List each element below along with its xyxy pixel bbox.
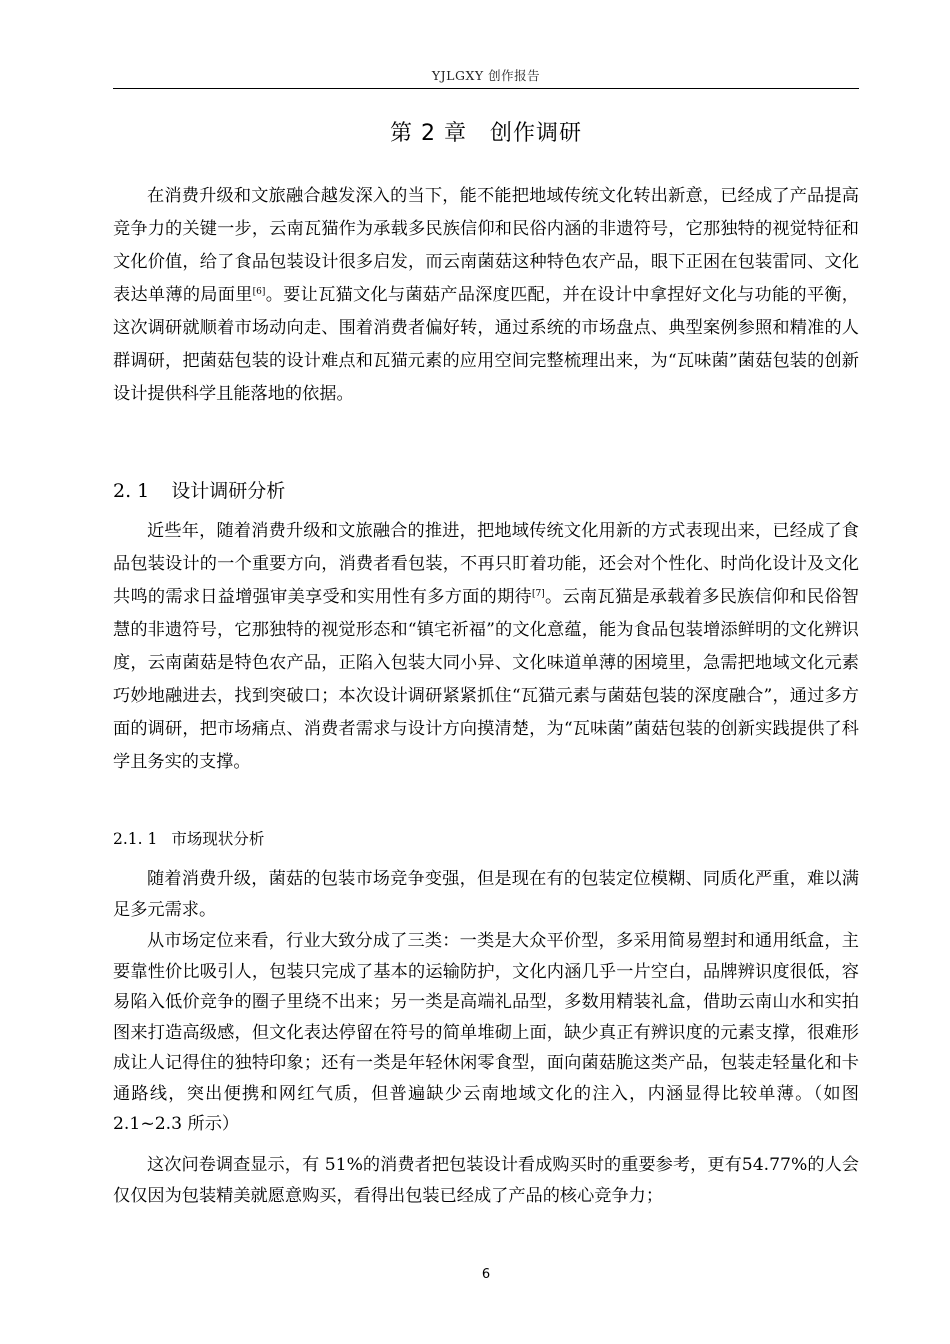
section-heading xyxy=(113,476,285,503)
subsection-number: 2.1. 1 xyxy=(113,830,158,848)
body-paragraph: 随着消费升级，菌菇的包装市场竞争变强，但是现在有的包装定位模糊、同质化严重，难以满足多元需求。 xyxy=(113,869,859,920)
chapter-title: 第 2 章 创作调研 xyxy=(390,121,582,146)
section-number: 2. 1 xyxy=(113,480,150,502)
subsection-heading xyxy=(113,827,264,849)
running-header: YJLGXY 创作报告 xyxy=(431,68,541,83)
page-number: 6 xyxy=(481,1267,491,1282)
body-paragraph: 从市场定位来看，行业大致分成了三类：一类是大众平价型，多采用简易塑封和通用纸盒，主要靠性价比吸引人，包装只完成了基本的运输防护，文化内涵几乎一片空白，品牌辨识度很低，容易陷入低价竞争的圈子里绕不出来；另一类是高端礼品型，多数用精装礼盒，借助云南山水和实拍图来打造高级感，但文化表达停留在符号的简单堆砌上面，缺少真正有辨识度的元素支撑，很难形成让人记得住的独特印象；还有一类是年轻休闲零食型，面向菌菇脆这类产品，包装走轻量化和卡通路线，突出便携和网红气质，但普遍缺少云南地域文化的注入，内涵显得比较单薄。（如图 2.1~2.3 所示） xyxy=(113,931,859,1134)
body-paragraph: 这次问卷调查显示，有 51%的消费者把包装设计看成购买时的重要参考，更有54.77%的人会仅仅因为包装精美就愿意购买，看得出包装已经成了产品的核心竞争力； xyxy=(113,1155,859,1206)
intro-paragraph: 在消费升级和文旅融合越发深入的当下，能不能把地域传统文化转出新意，已经成了产品提高竞争力的关键一步，云南瓦猫作为承载多民族信仰和民俗内涵的非遗符号，它那独特的视觉特征和文化价值，给了食品包装设计很多启发，而云南菌菇这种特色农产品，眼下正困在包装雷同、文化表达单薄的局面里[6]。要让瓦猫文化与菌菇产品深度匹配，并在设计中拿捏好文化与功能的平衡，这次调研就顺着市场动向走、围着消费者偏好转，通过系统的市场盘点、典型案例参照和精准的人群调研，把菌菇包装的设计难点和瓦猫元素的应用空间完整梳理出来，为“瓦味菌”菌菇包装的创新设计提供科学且能落地的依据。 xyxy=(113,186,859,404)
citation-ref[interactable]: [6] xyxy=(252,287,266,297)
header-rule xyxy=(113,88,859,89)
section-paragraph: 近些年，随着消费升级和文旅融合的推进，把地域传统文化用新的方式表现出来，已经成了食品包装设计的一个重要方向，消费者看包装，不再只盯着功能，还会对个性化、时尚化设计及文化共鸣的需求日益增强审美享受和实用性有多方面的期待[7]。云南瓦猫是承载着多民族信仰和民俗智慧的非遗符号，它那独特的视觉形态和“镇宅祈福”的文化意蕴，能为食品包装增添鲜明的文化辨识度，云南菌菇是特色农产品，正陷入包装大同小异、文化味道单薄的困境里，急需把地域文化元素巧妙地融进去，找到突破口；本次设计调研紧紧抓住“瓦猫元素与菌菇包装的深度融合”，通过多方面的调研，把市场痛点、消费者需求与设计方向摸清楚，为“瓦味菌”菌菇包装的创新实践提供了科学且务实的支撑。 xyxy=(113,521,859,772)
subsection-title: 市场现状分析 xyxy=(171,830,265,848)
citation-ref[interactable]: [7] xyxy=(531,589,545,599)
section-title: 设计调研分析 xyxy=(171,480,286,502)
